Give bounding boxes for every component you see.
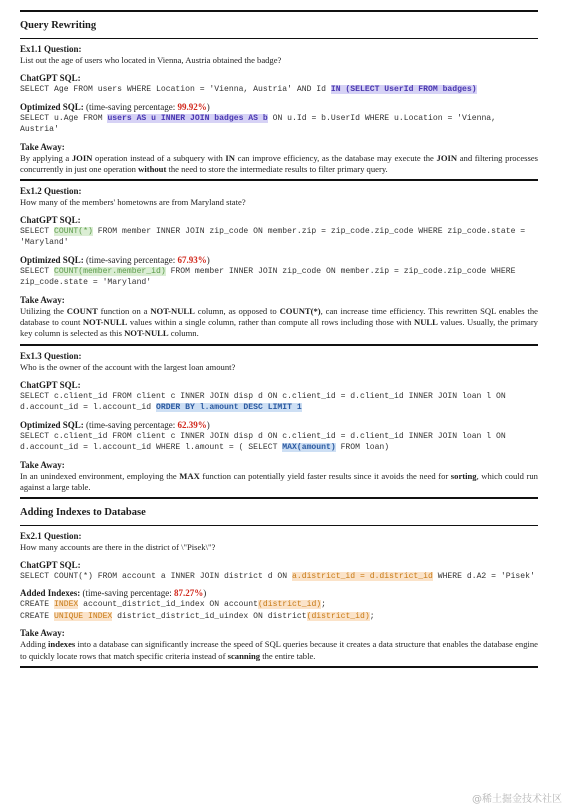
index-statement-1: CREATE INDEX account_district_id_index ON account(district_id); xyxy=(20,600,327,610)
optimized-sql-label: Optimized SQL: (time-saving percentage: 67.93%) xyxy=(20,254,210,265)
chatgpt-sql-label: ChatGPT SQL: xyxy=(20,73,81,83)
take-away-text: By applying a JOIN operation instead of a subquery with IN can improve efficiency, as the database may execute the JOIN and filtering processes concurrently in just one operation without the need to store the intermediate results to filter primary query. xyxy=(20,152,539,174)
chatgpt-sql-label: ChatGPT SQL: xyxy=(20,559,81,570)
paper-figure xyxy=(20,10,538,668)
chatgpt-sql-code: SELECT COUNT(*) FROM member INNER JOIN zip_code ON member.zip = zip_code.zip_code WHERE zip_code.state = 'Maryland' xyxy=(20,226,526,248)
optimized-sql-code: SELECT c.client_id FROM client c INNER JOIN disp d ON c.client_id = d.client_id INNER JOIN loan l ON d.account_id = l.account_id WHERE l.amount = ( SELECT MAX(amount) FROM loan) xyxy=(20,431,506,453)
added-indexes-code xyxy=(20,599,538,622)
optimized-sql-label: Optimized SQL: (time-saving percentage: 99.92%) xyxy=(20,101,210,112)
chatgpt-sql-label: ChatGPT SQL: xyxy=(20,379,81,390)
take-away-label: Take Away: xyxy=(20,628,65,639)
highlight-join: users AS u INNER JOIN badges AS b xyxy=(107,113,268,123)
question-text: Who is the owner of the account with the largest loan amount? xyxy=(20,361,236,372)
take-away-label: Take Away: xyxy=(20,141,65,152)
question-text: List out the age of users who located in Vienna, Austria obtained the badge? xyxy=(20,55,282,65)
highlight-index-column: (district_id) xyxy=(306,611,370,621)
chatgpt-sql-code: SELECT c.client_id FROM client c INNER JOIN disp d ON c.client_id = d.client_id INNER JOIN loan l ON d.account_id = l.account_id ORDER BY l.amount DESC LIMIT 1 xyxy=(20,391,506,413)
question-label: Ex2.1 Question: xyxy=(20,530,82,541)
optimized-sql-code: SELECT COUNT(member.member_id) FROM member INNER JOIN zip_code ON member.zip = zip_code.zip_code WHERE zip_code.state = 'Maryland' xyxy=(20,266,516,288)
highlight-index: INDEX xyxy=(54,600,79,610)
chatgpt-sql-code: SELECT Age FROM users WHERE Location = 'Vienna, Austria' AND Id IN (SELECT UserId FROM badges) xyxy=(20,85,477,94)
highlight-count-star: COUNT(*) xyxy=(54,226,93,236)
take-away-label: Take Away: xyxy=(20,459,65,470)
chatgpt-sql-label: ChatGPT SQL: xyxy=(20,214,81,225)
time-saving-percentage: 62.39% xyxy=(177,419,207,430)
index-statement-2: CREATE UNIQUE INDEX district_district_id_uindex ON district(district_id); xyxy=(20,611,375,621)
highlight-index-column: (district_id) xyxy=(258,600,322,610)
highlight-count-column: COUNT(member.member_id) xyxy=(54,266,166,276)
bottom-rule xyxy=(20,666,538,668)
take-away-text: Adding indexes into a database can significantly increase the speed of SQL queries because it creates a data structure that enables the database engine to quickly locate rows that match specific criteria instead of scanning the entire table. xyxy=(20,639,538,661)
highlight-subquery: IN (SELECT UserId FROM badges) xyxy=(330,85,477,94)
take-away-label: Take Away: xyxy=(20,294,65,305)
example-1-2 xyxy=(20,181,538,344)
highlight-join-condition: a.district_id = d.district_id xyxy=(292,571,433,581)
question-label: Ex1.1 Question: xyxy=(20,44,82,54)
optimized-sql-code: SELECT u.Age FROM users AS u INNER JOIN badges AS b ON u.Id = b.UserId WHERE u.Location = 'Vienna, Austria' xyxy=(20,113,497,134)
highlight-max: MAX(amount) xyxy=(282,443,336,453)
chatgpt-sql-code: SELECT COUNT(*) FROM account a INNER JOIN district d ON a.district_id = d.district_id WHERE d.A2 = 'Pisek' xyxy=(20,571,535,581)
section-title-query-rewriting: Query Rewriting xyxy=(20,20,97,31)
highlight-unique-index: UNIQUE INDEX xyxy=(54,611,113,621)
take-away-text: In an unindexed environment, employing the MAX function can potentially yield faster results since it avoids the need for sorting, which could run against a large table. xyxy=(20,470,538,492)
highlight-order-by: ORDER BY l.amount DESC LIMIT 1 xyxy=(156,403,302,413)
section-title-adding-indexes: Adding Indexes to Database xyxy=(20,506,146,518)
example-1-1 xyxy=(20,39,538,179)
question-text: How many accounts are there in the district of \"Pisek\"? xyxy=(20,541,216,552)
question-label: Ex1.3 Question: xyxy=(20,350,82,361)
example-1-3 xyxy=(20,346,538,497)
example-2-1 xyxy=(20,526,538,666)
time-saving-percentage: 67.93% xyxy=(177,254,207,265)
question-text: How many of the members' hometowns are from Maryland state? xyxy=(20,196,246,207)
optimized-sql-label: Optimized SQL: (time-saving percentage: 62.39%) xyxy=(20,419,210,430)
time-saving-percentage: 87.27% xyxy=(173,588,204,599)
question-label: Ex1.2 Question: xyxy=(20,185,82,196)
time-saving-percentage: 99.92% xyxy=(177,101,207,112)
added-indexes-label: Added Indexes: (time-saving percentage: 87.27%) xyxy=(20,588,207,599)
watermark: @稀土掘金技术社区 xyxy=(472,794,562,805)
take-away-text: Utilizing the COUNT function on a NOT-NULL column, as opposed to COUNT(*), can increase time efficiency. This rewritten SQL enables the database to count NOT-NULL values within a single column, rather than compute all rows including those with NULL values. Usually, the primary key column is selected as this NOT-NULL column. xyxy=(20,305,538,339)
